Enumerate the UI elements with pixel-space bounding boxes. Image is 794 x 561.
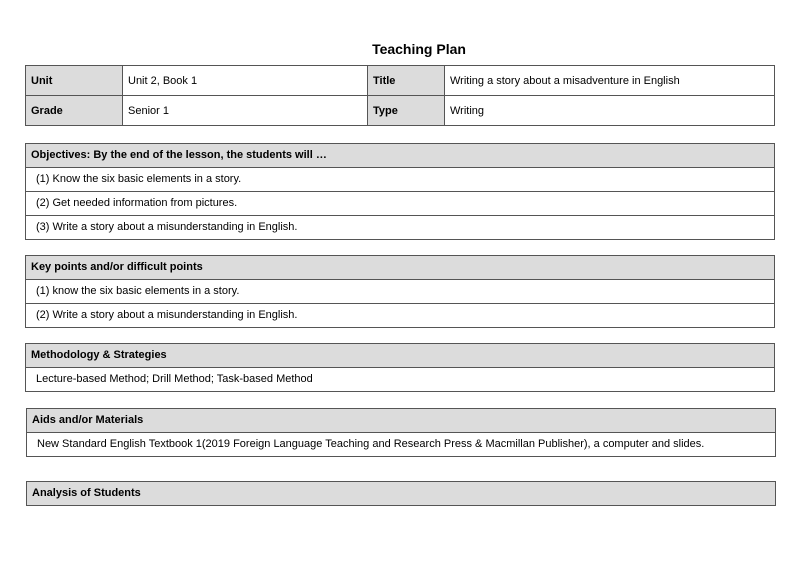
methodology-item: Lecture-based Method; Drill Method; Task-based Method (36, 373, 313, 385)
page-title: Teaching Plan (372, 41, 466, 57)
title-value: Writing a story about a misadventure in English (445, 66, 775, 96)
type-label: Type (368, 96, 445, 126)
key-point-item: (1) know the six basic elements in a story. (26, 280, 774, 304)
type-value: Writing (445, 96, 775, 126)
key-point-item: (2) Write a story about a misunderstanding in English. (36, 309, 298, 321)
info-row-1 (26, 66, 775, 96)
title-label: Title (368, 66, 445, 96)
aids-section (26, 408, 776, 457)
objectives-section (25, 143, 775, 240)
unit-label: Unit (26, 66, 123, 96)
methodology-heading: Methodology & Strategies (26, 344, 774, 368)
analysis-section (26, 481, 776, 506)
grade-label: Grade (26, 96, 123, 126)
aids-item: New Standard English Textbook 1(2019 Foreign Language Teaching and Research Press & Macmillan Publisher), a computer and slides. (37, 438, 705, 450)
methodology-section (25, 343, 775, 392)
objectives-heading: Objectives: By the end of the lesson, the students will … (26, 144, 774, 168)
objective-item: (1) Know the six basic elements in a story. (26, 168, 774, 192)
aids-heading: Aids and/or Materials (27, 409, 775, 433)
key-points-heading: Key points and/or difficult points (26, 256, 774, 280)
grade-value: Senior 1 (123, 96, 368, 126)
key-points-section (25, 255, 775, 328)
objective-item: (2) Get needed information from pictures. (26, 192, 774, 216)
info-table (25, 65, 775, 126)
objective-item: (3) Write a story about a misunderstanding in English. (36, 221, 298, 233)
unit-value: Unit 2, Book 1 (123, 66, 368, 96)
analysis-heading: Analysis of Students (27, 482, 775, 505)
info-row-2 (26, 96, 775, 126)
